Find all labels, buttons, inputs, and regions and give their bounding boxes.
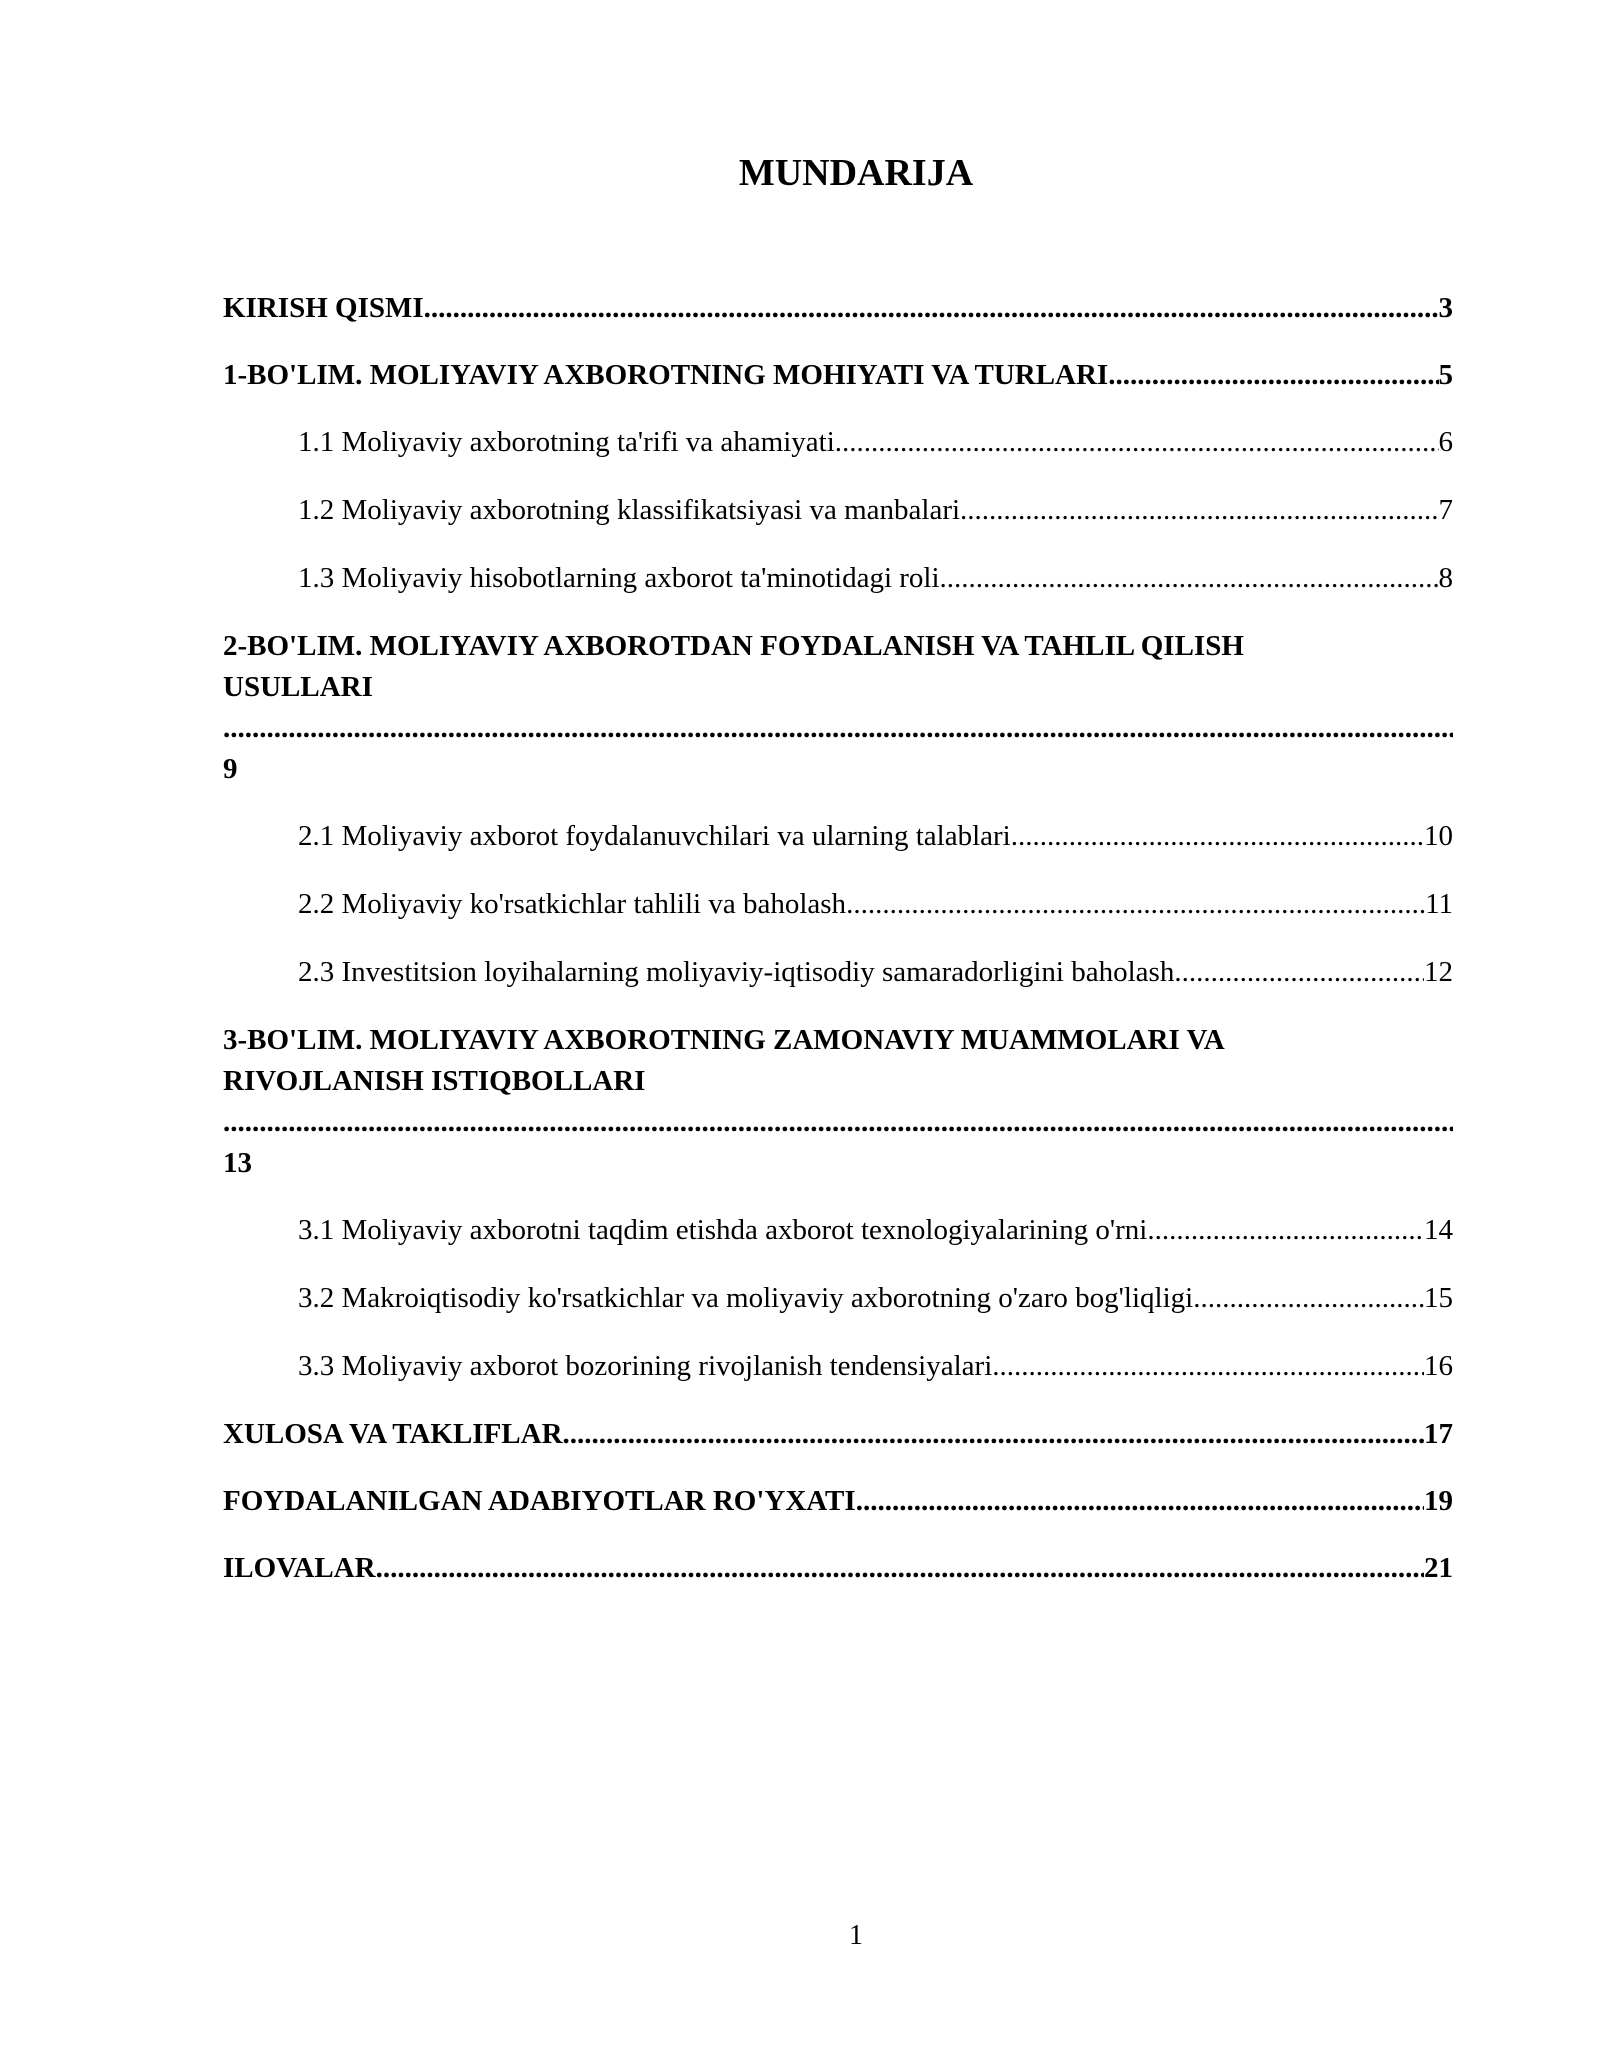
dot-leader: [1174, 952, 1424, 993]
toc-entry-title: KIRISH QISMI: [223, 292, 424, 324]
dot-leader: [376, 1548, 1424, 1589]
toc-entry[interactable]: [223, 1414, 1453, 1455]
dot-leader: [846, 884, 1425, 925]
toc-entry-title: 1.3 Moliyaviy hisobotlarning axborot ta'minotidagi roli: [298, 562, 940, 594]
dot-leader: [940, 558, 1439, 599]
toc-entry-title: 2.2 Moliyaviy ko'rsatkichlar tahlili va baholash: [298, 888, 847, 920]
dot-leader: [835, 422, 1439, 463]
toc-entry[interactable]: [223, 1346, 1453, 1387]
dot-leader: [1011, 816, 1424, 857]
toc-entry-title: XULOSA VA TAKLIFLAR: [223, 1418, 563, 1450]
dot-leader: [223, 1102, 1453, 1143]
toc-entry[interactable]: [223, 1210, 1453, 1251]
dot-leader: [424, 288, 1439, 329]
toc-entry[interactable]: [223, 1548, 1453, 1589]
toc-entry-title: 3.2 Makroiqtisodiy ko'rsatkichlar va moliyaviy axborotning o'zaro bog'liqligi: [298, 1282, 1194, 1314]
toc-entry[interactable]: [223, 355, 1453, 396]
toc-entry-page: 5: [1438, 359, 1453, 391]
table-of-contents: [223, 288, 1453, 1615]
toc-entry-title: 3.1 Moliyaviy axborotni taqdim etishda axborot texnologiyalarining o'rni: [298, 1214, 1148, 1246]
toc-entry-title-line: 2-BO'LIM. MOLIYAVIY AXBOROTDAN FOYDALANISH VA TAHLIL QILISH: [223, 630, 1244, 662]
dot-leader: [960, 490, 1438, 531]
toc-entry-page: 10: [1424, 820, 1453, 852]
dot-leader: [856, 1481, 1424, 1522]
toc-entry-title: ILOVALAR: [223, 1552, 376, 1584]
toc-entry[interactable]: [223, 288, 1453, 329]
toc-entry[interactable]: [223, 816, 1453, 857]
toc-entry-title: 2.1 Moliyaviy axborot foydalanuvchilari va ularning talablari: [298, 820, 1011, 852]
toc-entry-title: USULLARI: [223, 671, 373, 703]
toc-entry-page: 8: [1438, 562, 1453, 594]
dot-leader: [223, 708, 1453, 749]
toc-entry-title: 1.1 Moliyaviy axborotning ta'rifi va ahamiyati: [298, 426, 835, 458]
toc-entry-title: RIVOJLANISH ISTIQBOLLARI: [223, 1065, 646, 1097]
toc-entry-page: 6: [1438, 426, 1453, 458]
toc-entry[interactable]: [223, 626, 1453, 790]
toc-entry-page: 21: [1424, 1552, 1453, 1584]
toc-entry-title: 3.3 Moliyaviy axborot bozorining rivojlanish tendensiyalari: [298, 1350, 993, 1382]
toc-entry[interactable]: [223, 952, 1453, 993]
toc-entry[interactable]: [223, 422, 1453, 463]
dot-leader: [992, 1346, 1424, 1387]
page-number: 1: [849, 1920, 863, 1951]
toc-entry[interactable]: [223, 1278, 1453, 1319]
toc-entry-page: 9: [223, 753, 238, 785]
toc-entry-page: 17: [1424, 1418, 1453, 1450]
dot-leader: [1147, 1210, 1424, 1251]
toc-entry-title: 1.2 Moliyaviy axborotning klassifikatsiyasi va manbalari: [298, 494, 961, 526]
dot-leader: [1193, 1278, 1424, 1319]
dot-leader: [563, 1414, 1424, 1455]
toc-entry-page: 7: [1438, 494, 1453, 526]
toc-entry-page: 16: [1424, 1350, 1453, 1382]
toc-entry-page: 11: [1425, 888, 1453, 920]
toc-entry[interactable]: [223, 558, 1453, 599]
toc-entry[interactable]: [223, 884, 1453, 925]
page-title: MUNDARIJA: [738, 152, 974, 194]
toc-entry-page: 19: [1424, 1485, 1453, 1517]
dot-leader: [1108, 355, 1438, 396]
toc-entry[interactable]: [223, 1481, 1453, 1522]
toc-entry-page: 15: [1424, 1282, 1453, 1314]
toc-entry[interactable]: [223, 1020, 1453, 1184]
toc-entry-page: 3: [1438, 292, 1453, 324]
toc-entry-page: 12: [1424, 956, 1453, 988]
toc-entry-page: 13: [223, 1147, 252, 1179]
toc-entry-page: 14: [1424, 1214, 1453, 1246]
toc-entry-title-line: 3-BO'LIM. MOLIYAVIY AXBOROTNING ZAMONAVIY MUAMMOLARI VA: [223, 1024, 1225, 1056]
toc-entry-title: 1-BO'LIM. MOLIYAVIY AXBOROTNING MOHIYATI VA TURLARI: [223, 359, 1109, 391]
toc-entry[interactable]: [223, 490, 1453, 531]
toc-entry-title: FOYDALANILGAN ADABIYOTLAR RO'YXATI: [223, 1485, 856, 1517]
toc-entry-title: 2.3 Investitsion loyihalarning moliyaviy-iqtisodiy samaradorligini baholash: [298, 956, 1175, 988]
